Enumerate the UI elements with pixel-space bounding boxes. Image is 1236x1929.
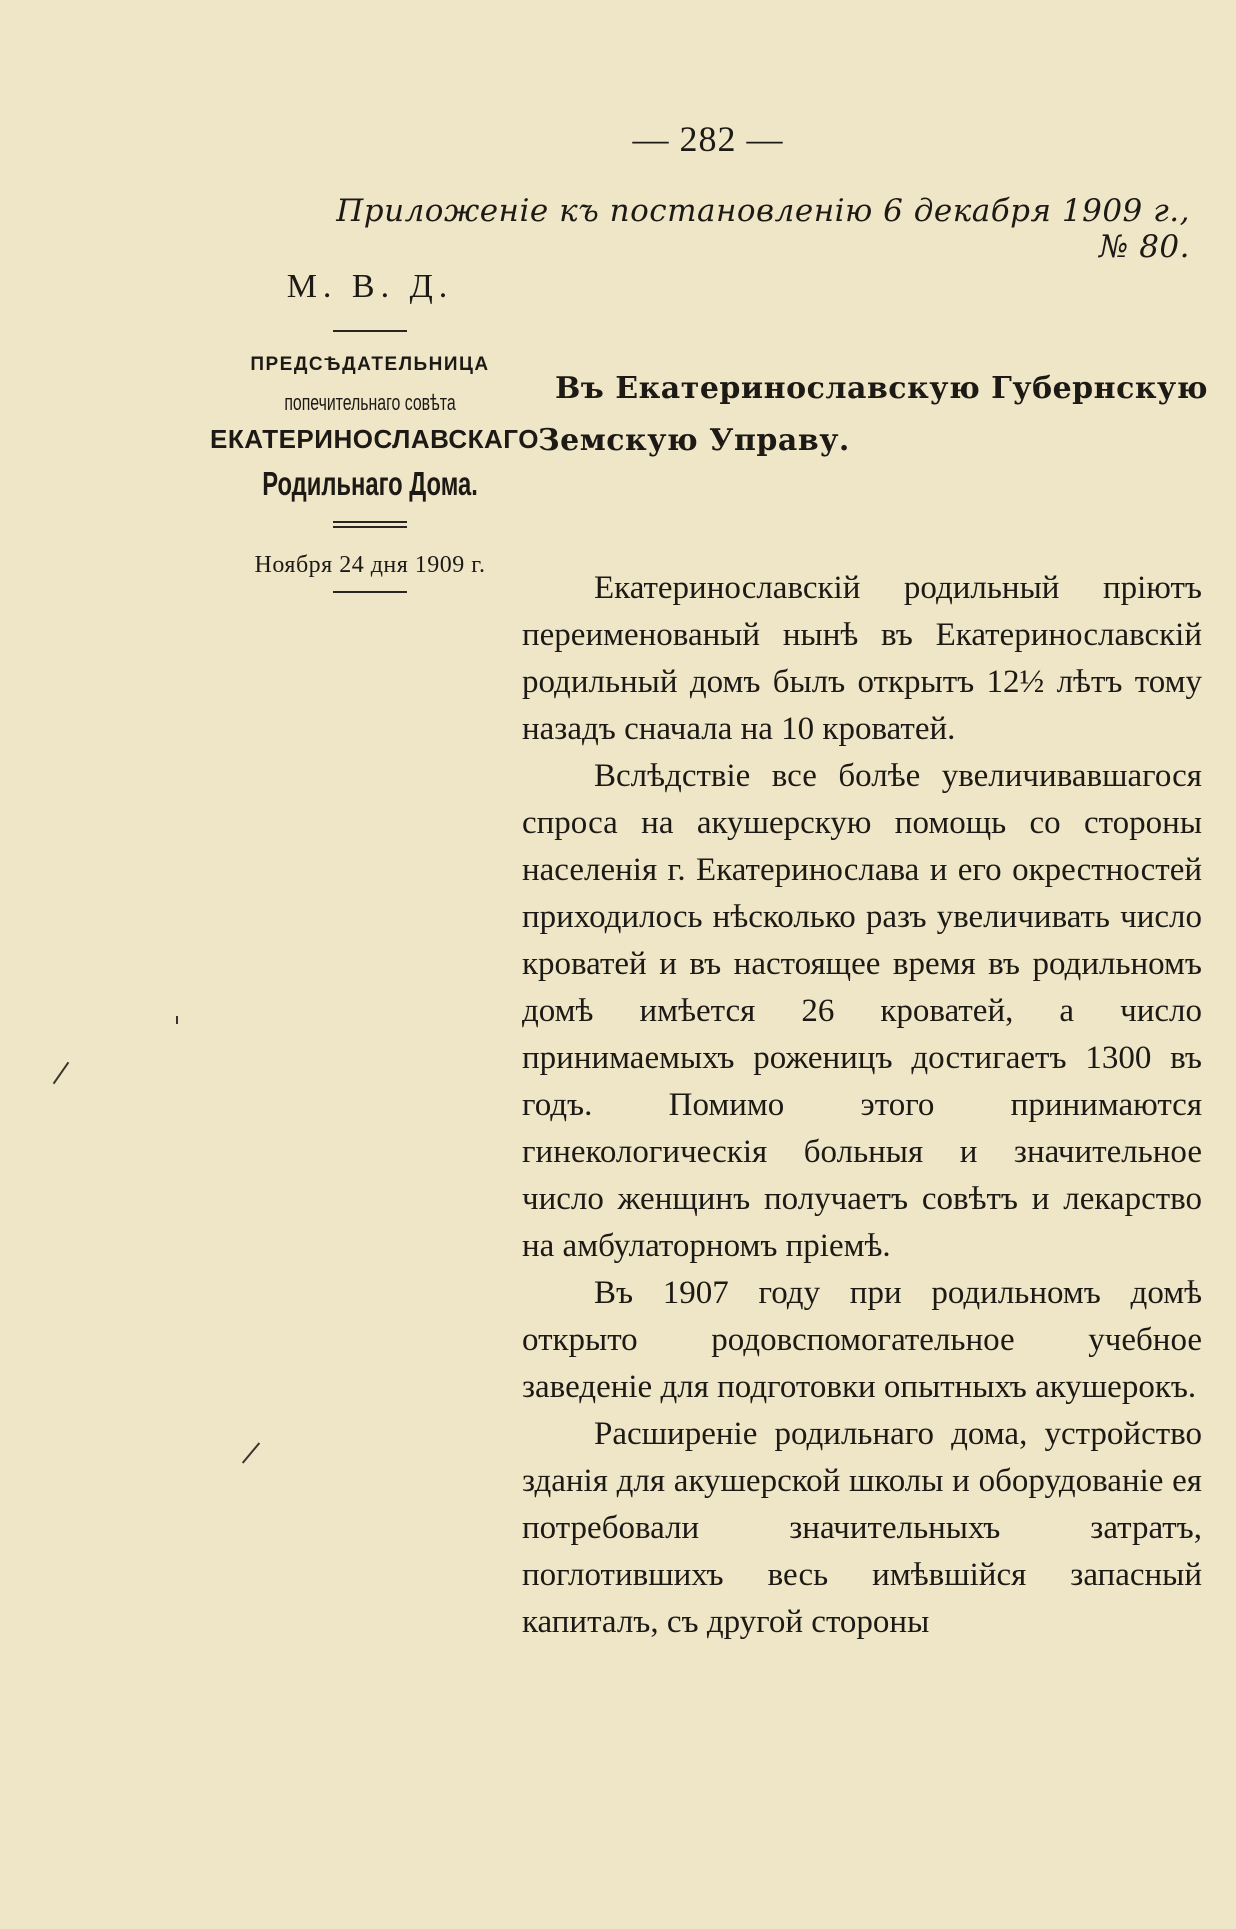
- pencil-mark: [176, 1016, 178, 1024]
- addressee-block: [538, 363, 1208, 467]
- addressee-line-1: Въ Екатеринославскую Губернскую: [554, 371, 1208, 406]
- annex-heading: Приложеніе къ постановленію 6 декабря 1909 г., № 80.: [336, 193, 1190, 265]
- paragraph-2: Вслѣдствіе все болѣе увеличивавшагося спроса на акушерскую помощь со стороны населенія г. Екатеринослава и его окрестностей приходилось нѣсколько разъ увеличивать число кроватей и въ настоящее время въ родильномъ домѣ имѣется 26 кроватей, а число принимаемыхъ роженицъ достигаетъ 1300 въ годъ. Помимо этого принимаются гинекологическія больныя и значительное число женщинъ получаетъ совѣтъ и лекарство на амбулаторномъ пріемѣ.: [522, 758, 1202, 1264]
- pencil-mark: [242, 1442, 260, 1463]
- sender-institution: Родильнаго Дома.: [262, 465, 478, 502]
- paragraph-1: Екатеринославскій родильный пріютъ переименованый нынѣ въ Екатеринославскій родильный домъ былъ открытъ 12½ лѣтъ тому назадъ сначала на 10 кроватей.: [522, 570, 1202, 747]
- paragraph-3: Въ 1907 году при родильномъ домѣ открыто родовспомогательное учебное заведеніе для подготовки опытныхъ акушерокъ.: [522, 1275, 1202, 1405]
- page-number: — 282 —: [632, 119, 784, 159]
- addressee-line-2: Земскую Управу.: [538, 423, 850, 458]
- sender-title: ПРЕДСѢДАТЕЛЬНИЦА: [250, 354, 490, 375]
- letter-body: [522, 565, 1202, 1646]
- divider: [333, 330, 407, 332]
- ministry-abbreviation: М. В. Д.: [286, 268, 454, 305]
- letter-date: Ноября 24 дня 1909 г.: [254, 552, 486, 578]
- double-divider: [333, 521, 407, 528]
- sender-council: попечительнаго совѣта: [284, 390, 456, 415]
- sender-city: ЕКАТЕРИНОСЛАВСКАГО: [210, 424, 539, 454]
- pencil-mark: [53, 1062, 70, 1084]
- date-divider: [333, 591, 407, 593]
- sender-block: [210, 268, 539, 593]
- paragraph-4: Расширеніе родильнаго дома, устройство зданія для акушерской школы и оборудованіе ея потребовали значительныхъ затратъ, поглотившихъ весь имѣвшійся запасный капиталъ, съ другой стороны: [522, 1416, 1202, 1640]
